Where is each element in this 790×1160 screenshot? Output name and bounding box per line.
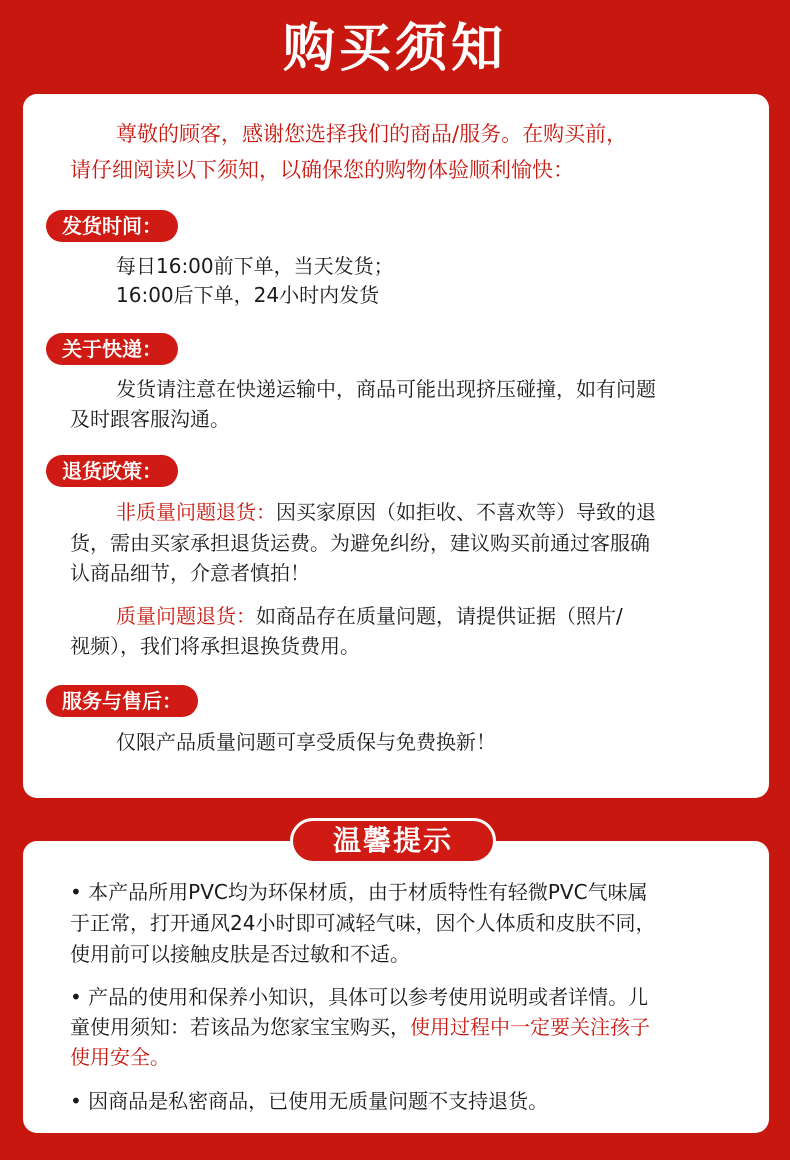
tip-2-line-2 [70,1012,650,1042]
nonquality-return-line-1 [116,497,656,527]
page-title: 购买须知 [282,19,507,79]
shipping-line-1: 每日16:00前下单，当天发货； [116,254,394,278]
after-sales-label: 服务与售后： [46,685,198,717]
nonquality-return-text: 因买家原因（如拒收、不喜欢等）导致的退 [276,500,656,524]
intro-line-2: 请仔细阅读以下须知，以确保您的购物体验顺利愉快： [70,158,574,182]
quality-return-line-2: 视频），我们将承担退换货费用。 [70,634,360,658]
tip-1-line-2: 于正常，打开通风24小时即可减轻气味，因个人体质和皮肤不同， [70,911,656,935]
nonquality-return-line-3: 认商品细节，介意者慎拍！ [70,561,310,585]
nonquality-return-line-2: 货，需由买家承担退货运费。为避免纠纷，建议购买前通过客服确 [70,531,650,555]
tip-2-line-1: • 产品的使用和保养小知识，具体可以参考使用说明或者详情。儿 [70,985,649,1009]
nonquality-return-label: 非质量问题退货： [116,500,276,524]
tip-2-line-2-highlight: 使用过程中一定要关注孩子 [410,1015,650,1039]
shipping-line-2: 16:00后下单，24小时内发货 [116,283,380,307]
tip-1-line-3: 使用前可以接触皮肤是否过敏和不适。 [70,942,410,966]
quality-return-line-1 [116,601,623,631]
quality-return-label: 质量问题退货： [116,604,256,628]
express-label: 关于快递： [46,333,178,365]
tip-2-line-3: 使用安全。 [70,1045,170,1069]
tip-3-line-1: • 因商品是私密商品，已使用无质量问题不支持退货。 [70,1089,549,1113]
quality-return-text: 如商品存在质量问题，请提供证据（照片/ [256,604,623,628]
tip-1-line-1: • 本产品所用PVC均为环保材质，由于材质特性有轻微PVC气味属 [70,880,648,904]
express-line-1: 发货请注意在快递运输中，商品可能出现挤压碰撞，如有问题 [116,377,656,401]
tip-2-line-2-text: 童使用须知：若该品为您家宝宝购买， [70,1015,410,1039]
tips-title-badge: 温馨提示 [290,818,496,864]
express-line-2: 及时跟客服沟通。 [70,407,230,431]
intro-line-1: 尊敬的顾客，感谢您选择我们的商品/服务。在购买前， [116,122,628,146]
after-sales-line-1: 仅限产品质量问题可享受质保与免费换新！ [116,730,496,754]
shipping-time-label: 发货时间： [46,210,178,242]
return-policy-label: 退货政策： [46,455,178,487]
